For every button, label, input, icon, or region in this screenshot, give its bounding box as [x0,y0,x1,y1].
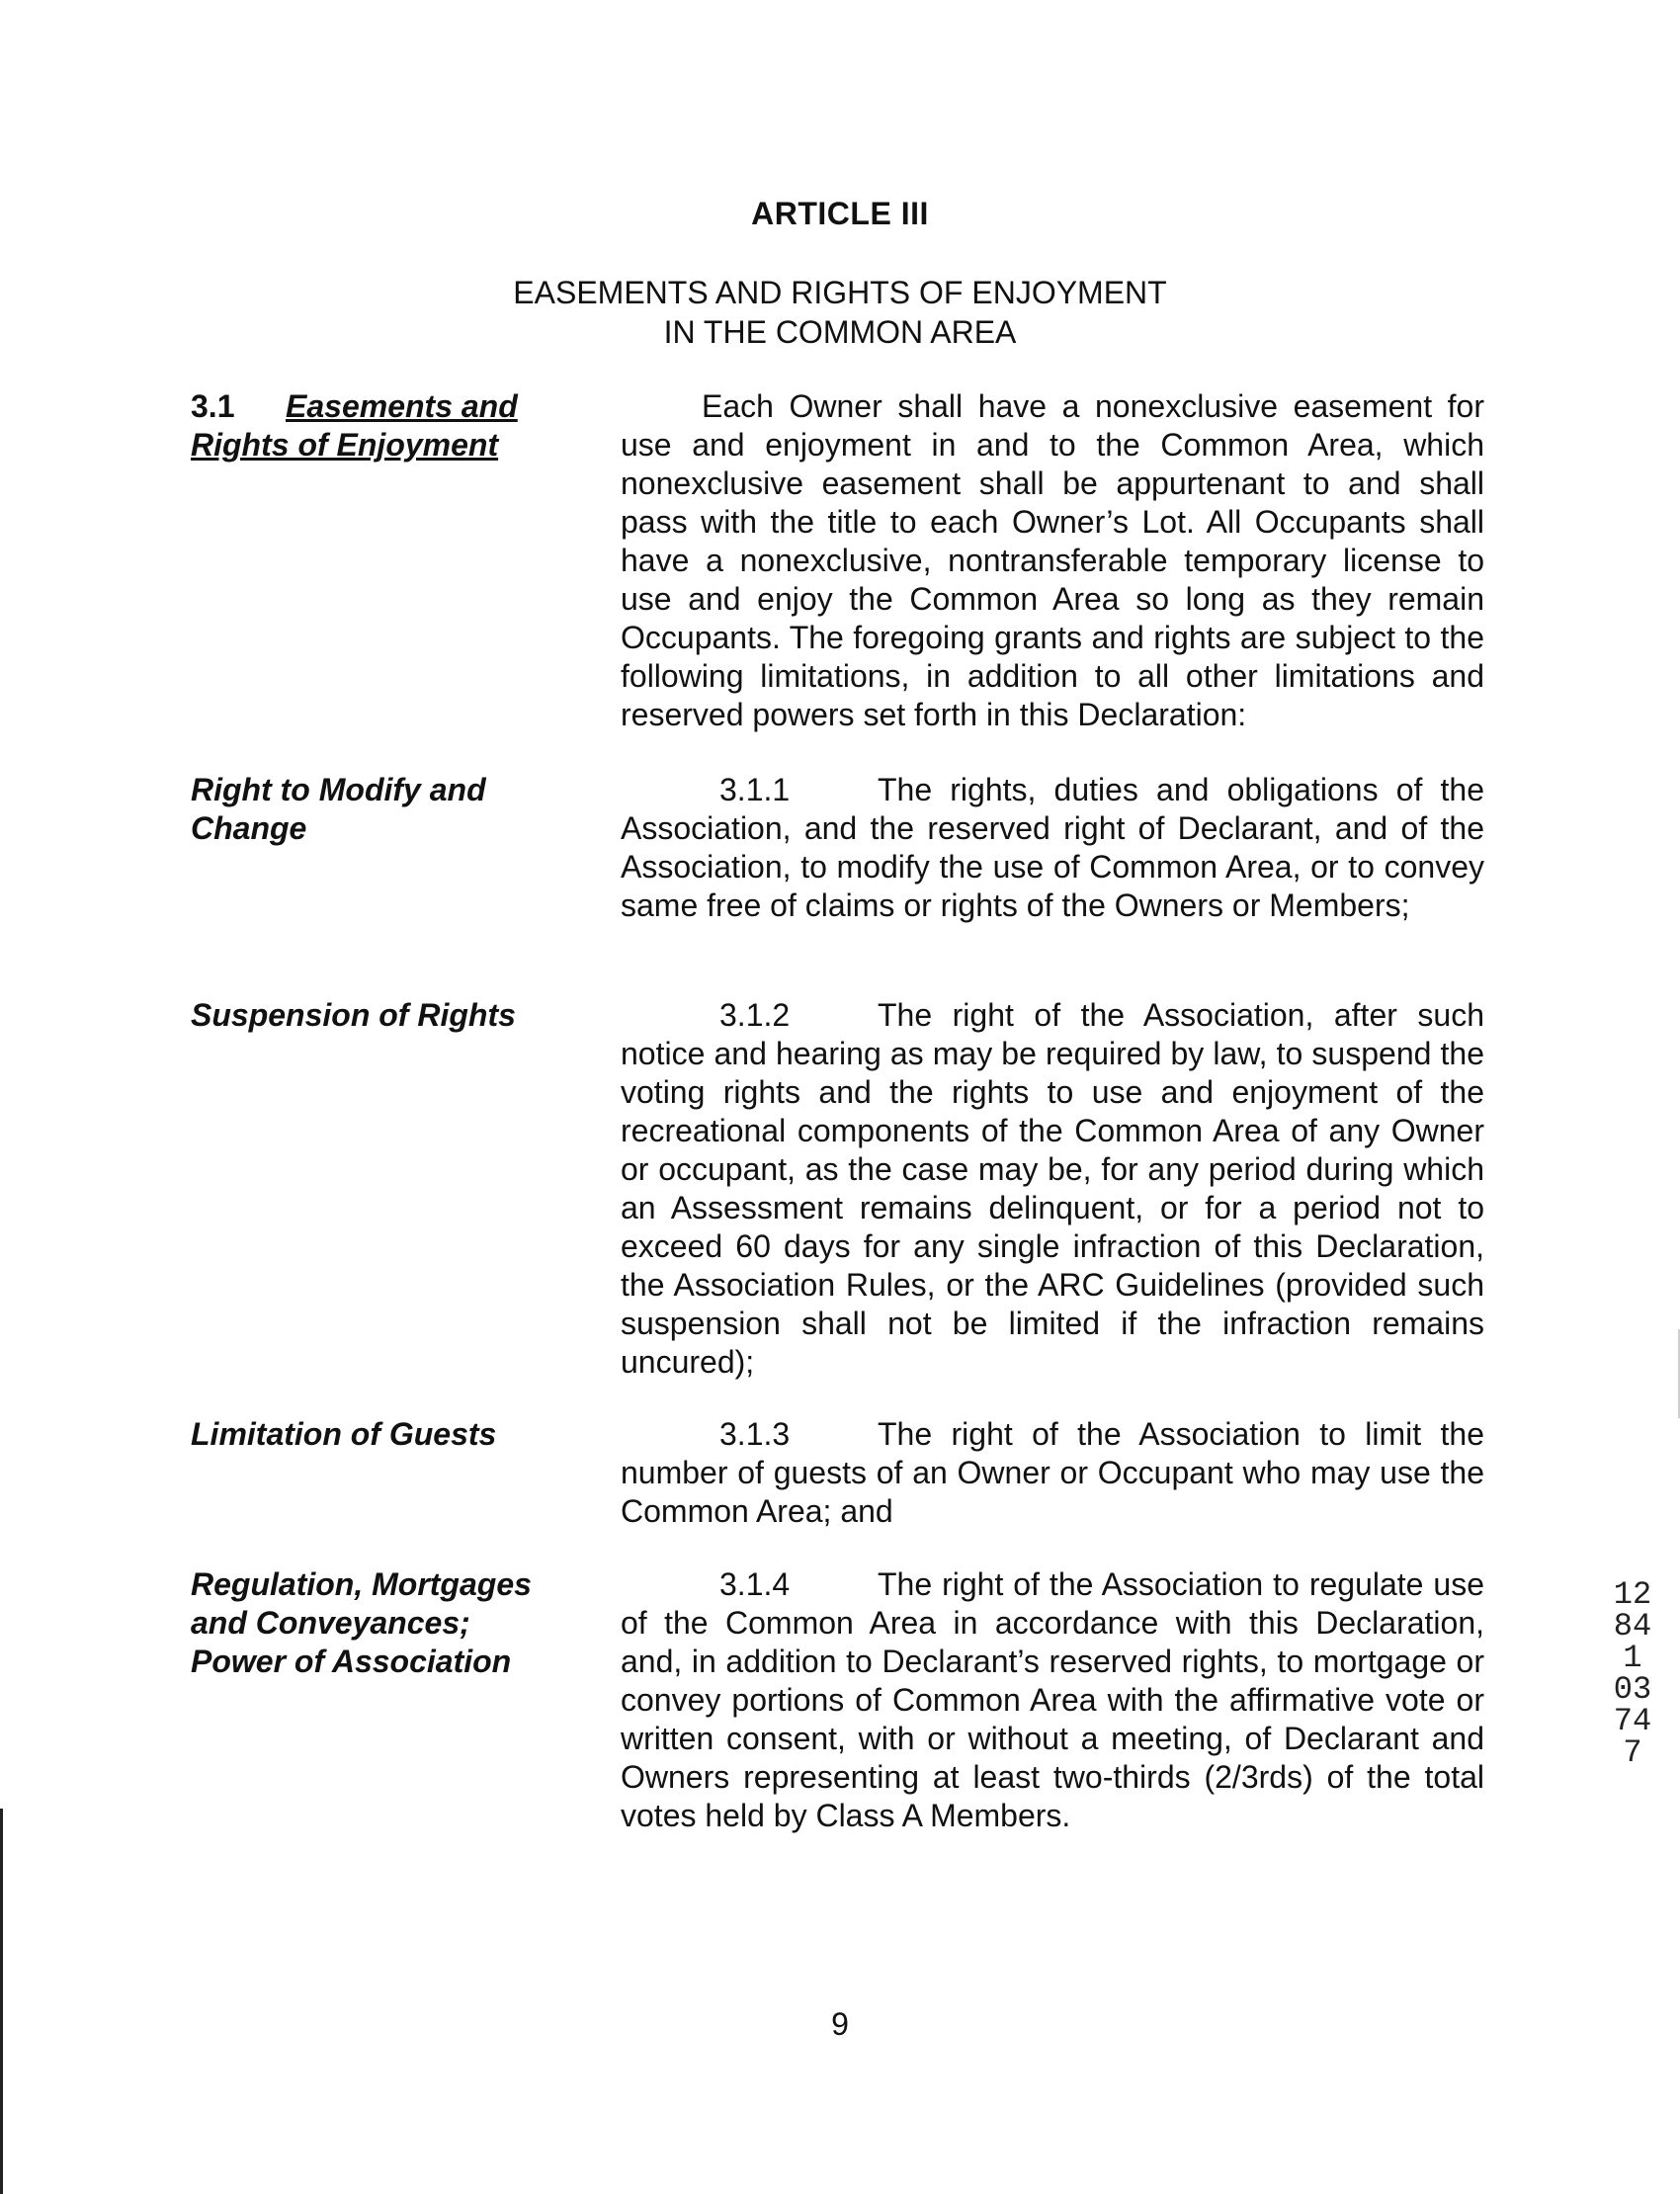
section-3-1-heading-line-2: Rights of Enjoyment [191,427,499,463]
section-3-1-number: 3.1 [191,388,235,424]
section-3-1-1-number: 3.1.1 [719,772,791,807]
section-3-1-1-heading-line-1: Right to Modify and [191,772,486,807]
section-3-1-4-body [621,1565,1484,1835]
section-3-1-1-heading-line-2: Change [191,810,307,846]
recording-number-text: 12841 03747 [1613,1576,1652,1771]
article-subtitle [0,273,1680,352]
section-3-1-body [621,387,1484,734]
section-3-1-4-heading [191,1565,586,1681]
section-3-1-2-heading-line-1: Suspension of Rights [191,997,516,1033]
section-3-1-1-text: The rights, duties and obligations of the Association, and the reserved right of Declarant, and of the Association, to modify the use of Common Area, or to convey same free of claims or rights of the Owners or Members; [621,772,1484,923]
article-subtitle-line-1: EASEMENTS AND RIGHTS OF ENJOYMENT [513,275,1167,310]
section-3-1-3-heading-line-1: Limitation of Guests [191,1416,497,1452]
section-3-1-4-heading-line-1: Regulation, Mortgages [191,1566,532,1602]
section-3-1-3-body [621,1415,1484,1531]
section-3-1-4-heading-line-3: Power of Association [191,1644,512,1679]
scan-edge-mark-left [0,1809,3,2194]
section-3-1-4-text: The right of the Association to regulate use of the Common Area in accordance with this Declaration, and, in addition to Declarant’s reserved rights, to mortgage or convey portions of Common Area with the affirmative vote or written consent, with or without a meeting, of Declarant and Owners representing at least two-thirds (2/3rds) of the total votes held by Class A Members. [621,1566,1484,1833]
section-3-1-heading-line-1: Easements and [286,388,518,424]
section-3-1-2-body [621,996,1484,1382]
section-3-1-heading [191,387,586,464]
section-3-1-3-text: The right of the Association to limit the number of guests of an Owner or Occupant who may use the Common Area; and [621,1416,1484,1529]
section-3-1-3-number: 3.1.3 [719,1416,791,1452]
section-3-1-3-heading [191,1415,586,1454]
section-3-1-text: Each Owner shall have a nonexclusive easement for use and enjoyment in and to the Common Area, which nonexclusive easement shall be appurtenant to and shall pass with the title to each Owner’s Lot. All Occupants shall have a nonexclusive, nontransferable temporary license to use and enjoy the Common Area so long as they remain Occupants. The foregoing grants and rights are subject to the following limitations, in addition to all other limitations and reserved powers set forth in this Declaration: [621,388,1484,732]
section-3-1-2-heading [191,996,586,1035]
section-3-1-4-number: 3.1.4 [719,1566,791,1602]
page-number: 9 [831,2006,849,2042]
recording-number-stamp [1613,1576,1652,1771]
section-3-1-4-heading-line-2: and Conveyances; [191,1605,470,1641]
section-3-1-2-number: 3.1.2 [719,997,791,1033]
article-title: ARTICLE III [751,196,929,231]
section-3-1-1-body [621,771,1484,925]
section-3-1-1-heading [191,771,586,848]
section-3-1-2-text: The right of the Association, after such notice and hearing as may be required by law, to suspend the voting rights and the rights to use and enjoyment of the recreational components of the Common Area of any Owner or occupant, as the case may be, for any period during which an Assessment remains delinquent, or for a period not to exceed 60 days for any single infraction of this Declaration, the Association Rules, or the ARC Guidelines (provided such suspension shall not be limited if the infraction remains uncured); [621,997,1484,1380]
article-subtitle-line-2: IN THE COMMON AREA [663,314,1017,350]
